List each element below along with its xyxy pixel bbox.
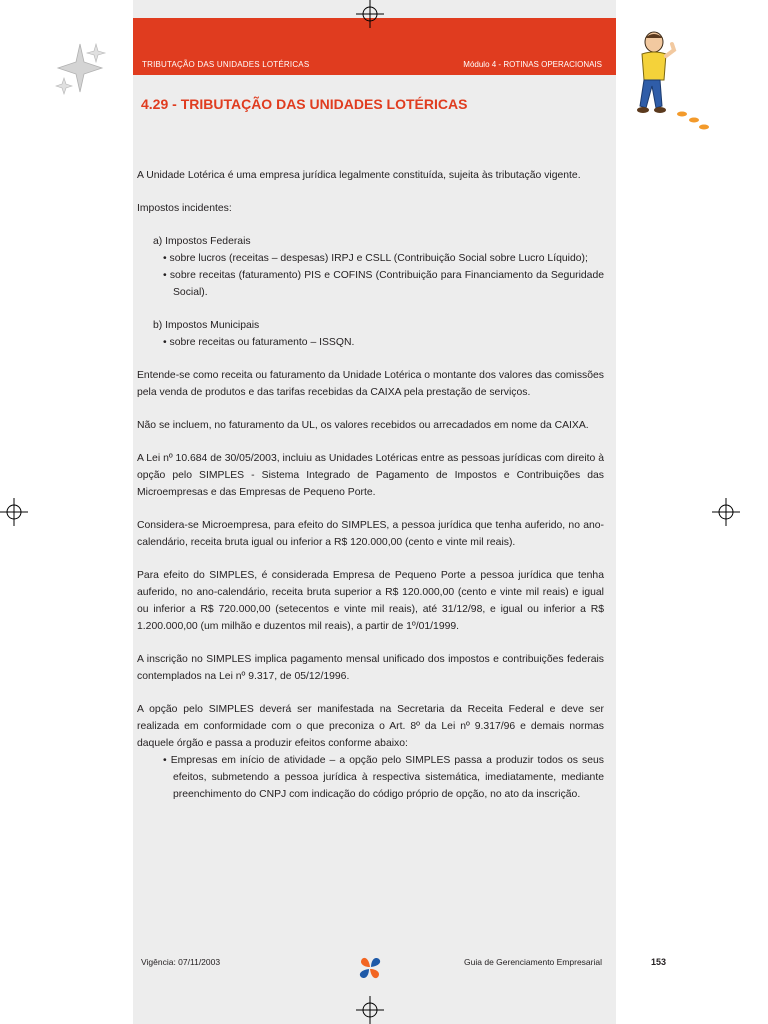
- registration-mark-icon: [356, 0, 384, 28]
- paragraph: A Unidade Lotérica é uma empresa jurídica legalmente constituída, sujeita às tributação vigente.: [137, 170, 581, 181]
- registration-mark-icon: [0, 498, 28, 526]
- section-title: 4.29 - TRIBUTAÇÃO DAS UNIDADES LOTÉRICAS: [141, 96, 468, 112]
- paragraph: Considera-se Microempresa, para efeito do SIMPLES, a pessoa jurídica que tenha auferido, no ano-calendário, receita bruta igual ou inferior a R$ 120.000,00 (cento e vinte mil reais).: [137, 520, 604, 548]
- paragraph: A Lei nº 10.684 de 30/05/2003, incluiu as Unidades Lotéricas entre as pessoas jurídicas com direito à opção pelo SIMPLES - Sistema Integrado de Pagamento de Impostos e Contribuições das Microempresas e das Empresas de Pequeno Porte.: [137, 453, 604, 498]
- list-heading: b) Impostos Municipais: [153, 320, 260, 331]
- list-heading: a) Impostos Federais: [153, 236, 251, 247]
- footer-validity: Vigência: 07/11/2003: [141, 957, 221, 967]
- body-text: [137, 167, 604, 803]
- cartoon-man-icon: [624, 30, 712, 132]
- paragraph: Entende-se como receita ou faturamento da Unidade Lotérica o montante dos valores das comissões pela venda de produtos e das tarifas recebidas da CAIXA pela prestação de serviços.: [137, 370, 604, 398]
- caixa-logo-icon: [357, 955, 383, 981]
- right-margin: [616, 0, 768, 1024]
- list-item: • sobre receitas (faturamento) PIS e COFINS (Contribuição para Financiamento da Seguridade Social).: [163, 270, 604, 298]
- registration-mark-icon: [712, 498, 740, 526]
- paragraph: Para efeito do SIMPLES, é considerada Empresa de Pequeno Porte a pessoa jurídica que tenha auferido, no ano-calendário, receita bruta superior a R$ 120.000,00 (cento e vinte mil reais) e igual ou inferior a R$ 720.000,00 (setecentos e vinte mil reais), até 31/12/98, e igual ou inferior a R$ 1.200.000,00 (um milhão e duzentos mil reais), a partir de 1º/01/1999.: [137, 570, 604, 632]
- paragraph: Impostos incidentes:: [137, 203, 232, 214]
- registration-mark-icon: [356, 996, 384, 1024]
- list-item: • sobre receitas ou faturamento – ISSQN.: [163, 337, 355, 348]
- list-item: • Empresas em início de atividade – a opção pelo SIMPLES passa a produzir todos os seus efeitos, submetendo a pessoa jurídica à respectiva sistemática, imediatamente, mediante preenchimento do CNPJ com indicação do código próprio de opção, no ato da inscrição.: [163, 755, 604, 800]
- paragraph: A inscrição no SIMPLES implica pagamento mensal unificado dos impostos e contribuições federais contemplados na Lei nº 9.317, de 05/12/1996.: [137, 654, 604, 682]
- header-module-title: Módulo 4 - ROTINAS OPERACIONAIS: [463, 60, 602, 69]
- list-item: • sobre lucros (receitas – despesas) IRPJ e CSLL (Contribuição Social sobre Lucro Líquido);: [163, 253, 588, 264]
- header-section-title: TRIBUTAÇÃO DAS UNIDADES LOTÉRICAS: [142, 60, 310, 69]
- footer-guide-title: Guia de Gerenciamento Empresarial: [464, 957, 602, 967]
- page-number: 153: [651, 957, 667, 967]
- paragraph: A opção pelo SIMPLES deverá ser manifestada na Secretaria da Receita Federal e deve ser realizada em conformidade com o que preconiza o Art. 8º da Lei nº 9.317/96 e demais normas daquele órgão e passa a produzir efeitos conforme abaixo:: [137, 704, 604, 749]
- paragraph: Não se incluem, no faturamento da UL, os valores recebidos ou arrecadados em nome da CAIXA.: [137, 420, 589, 431]
- sparkle-stars-icon: [52, 40, 108, 96]
